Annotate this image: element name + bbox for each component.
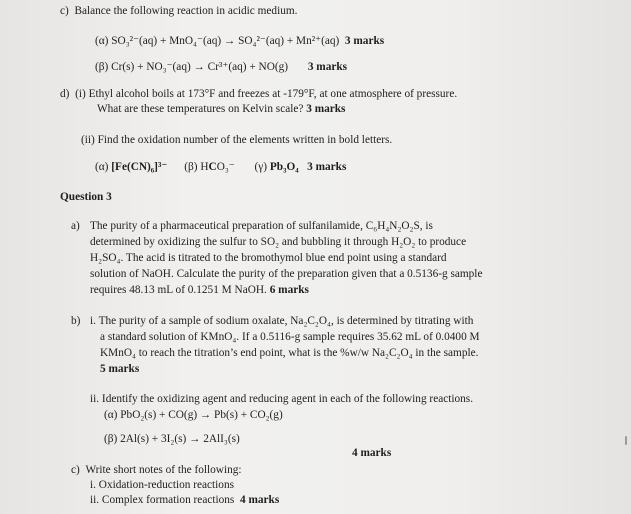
page-edge-mark: [625, 436, 627, 445]
q2d-ii-beta-prefix: (β) H: [184, 161, 209, 173]
q3b-i-marks: 5 marks: [100, 363, 140, 375]
q2d-i-text2: What are these temperatures on Kelvin scale?: [97, 103, 304, 115]
q2d-ii-gamma-bold: Pb₃O₄: [269, 161, 299, 173]
q2d-ii-text: (ii) Find the oxidation number of the elements written in bold letters.: [81, 134, 393, 146]
q2d-i-text1: (i) Ethyl alcohol boils at 173°F and freezes at -179°F, at one atmosphere of pressure.: [75, 88, 458, 100]
q3a-marks: 6 marks: [269, 284, 309, 296]
q2d-ii-marks: 3 marks: [307, 161, 347, 173]
q2c-label: c): [60, 5, 69, 17]
q3a-line-1: determined by oxidizing the sulfur to SO₂ and bubbling it through H₂O₂ to produce: [90, 236, 467, 248]
q3b-i-line-1: a standard solution of KMnO₄. If a 0.5116-g sample requires 35.62 mL of 0.0400 M: [100, 331, 480, 343]
q3a-line-3: solution of NaOH. Calculate the purity of the preparation given that a 0.5136-g sample: [90, 268, 483, 280]
q3b-label: b): [71, 315, 81, 327]
q2d-ii-beta-suffix: O₃⁻: [216, 161, 235, 173]
q2d-ii-alpha-bold: [Fe(CN)₆]³⁻: [111, 161, 168, 173]
q2d-i-line2: [97, 102, 345, 116]
q3a-line-2: H₂SO₄. The acid is titrated to the bromothymol blue end point using a standard: [90, 252, 447, 264]
q2c-alpha-line: [95, 34, 384, 48]
q2c-alpha-marks: 3 marks: [344, 35, 385, 47]
q3b-ii-beta: (β) 2Al(s) + 3I₂(s) → 2AlI₃(s): [104, 433, 240, 445]
q2d-ii-beta-bold: C: [208, 161, 217, 173]
q2d-i-line1: [60, 87, 457, 101]
q3a-last-text: requires 48.13 mL of 0.1251 M NaOH.: [90, 284, 267, 296]
q3b-i-line-2: KMnO₄ to reach the titration’s end point, what is the %w/w Na₂C₂O₄ in the sample.: [100, 347, 479, 359]
q2d-ii-gamma-prefix: (γ): [254, 161, 268, 173]
q3b-ii-marks: 4 marks: [352, 447, 392, 459]
q3c-marks: 4 marks: [239, 494, 280, 506]
q3c-item-2: ii. Complex formation reactions: [90, 494, 235, 506]
q3b-i-line-0: i. The purity of a sample of sodium oxalate, Na₂C₂O₄, is determined by titrating with: [90, 315, 474, 327]
q2d-i-marks: 3 marks: [306, 103, 346, 115]
q3a-line-last: [90, 283, 309, 297]
q2d-ii-items: [95, 160, 346, 174]
q3a-label: a): [71, 220, 80, 232]
q3-heading: Question 3: [60, 191, 112, 203]
q2c-title: Balance the following reaction in acidic medium.: [74, 5, 298, 17]
q3c-item-2-line: [90, 493, 279, 507]
q2c-line: [60, 4, 297, 18]
q2d-ii-line: [81, 133, 392, 147]
q3c-title: Write short notes of the following:: [85, 464, 242, 476]
q3a-line-0: The purity of a pharmaceutical preparation of sulfanilamide, C₆H₄N₂O₂S, is: [90, 220, 433, 232]
q2c-alpha-reaction: (α) SO₃²⁻(aq) + MnO₄⁻(aq) → SO₄²⁻(aq) + Mn²⁺(aq): [95, 35, 340, 47]
q3c-item-1: i. Oxidation-reduction reactions: [90, 479, 234, 491]
q3c-label: c): [71, 464, 80, 476]
q2c-beta-marks: 3 marks: [307, 61, 348, 73]
q3b-ii-line: ii. Identify the oxidizing agent and reducing agent in each of the following reactions.: [90, 393, 474, 405]
q2d-label: d): [60, 88, 70, 100]
q2c-beta-reaction: (β) Cr(s) + NO₃⁻(aq) → Cr³⁺(aq) + NO(g): [95, 61, 289, 73]
q3b-ii-alpha: (α) PbO₂(s) + CO(g) → Pb(s) + CO₂(g): [104, 409, 283, 421]
q2d-ii-alpha-prefix: (α): [95, 161, 109, 173]
q3c-line: [71, 463, 242, 477]
q2c-beta-line: [95, 60, 347, 74]
